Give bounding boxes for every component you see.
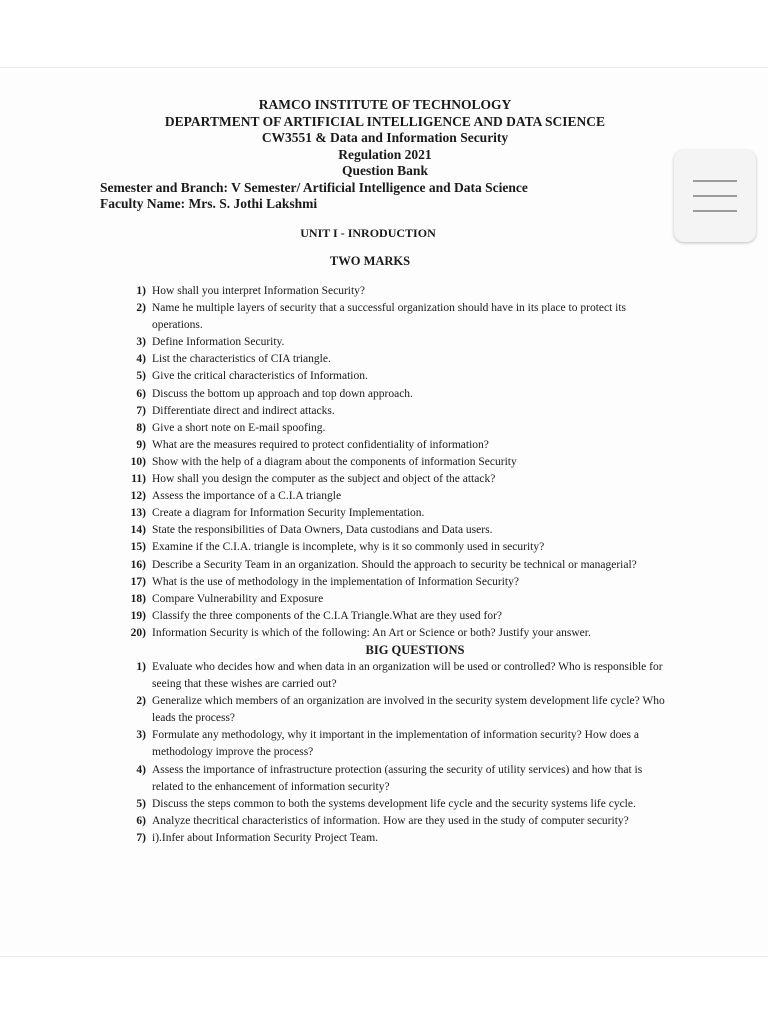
question-number: 5) bbox=[136, 797, 146, 810]
question-number: 1) bbox=[136, 660, 146, 673]
question-item bbox=[120, 625, 670, 642]
question-number: 9) bbox=[136, 438, 146, 451]
question-number: 15) bbox=[130, 541, 146, 554]
course-title: CW3551 & Data and Information Security bbox=[261, 130, 509, 145]
question-item bbox=[120, 659, 670, 693]
question-item bbox=[120, 608, 670, 625]
question-item bbox=[120, 368, 670, 385]
question-item bbox=[120, 488, 670, 505]
question-number: 20) bbox=[130, 626, 146, 639]
question-item bbox=[120, 591, 670, 608]
question-item bbox=[120, 762, 670, 796]
question-number: 3) bbox=[136, 729, 146, 742]
question-number: 2) bbox=[136, 695, 146, 708]
question-item bbox=[120, 522, 670, 539]
question-text: Compare Vulnerability and Exposure bbox=[152, 592, 324, 605]
question-text: What is the use of methodology in the implementation of Information Security? bbox=[152, 575, 519, 588]
question-number: 13) bbox=[130, 507, 146, 520]
question-item bbox=[120, 300, 670, 334]
question-number: 18) bbox=[130, 592, 146, 605]
question-text: Define Information Security. bbox=[152, 336, 285, 349]
question-number: 4) bbox=[136, 353, 146, 366]
two-marks-list bbox=[120, 283, 670, 642]
question-item bbox=[120, 505, 670, 522]
question-text: Name he multiple layers of security that a successful organization should have in its place to protect its operations. bbox=[152, 302, 627, 332]
question-text: Discuss the bottom up approach and top down approach. bbox=[152, 387, 413, 400]
question-number: 10) bbox=[130, 455, 146, 468]
question-number: 1) bbox=[136, 285, 146, 297]
question-text: Assess the importance of infrastructure protection (assuring the security of utility services) and how that is related to the enhancement of information security? bbox=[152, 763, 643, 793]
question-item bbox=[120, 386, 670, 403]
big-questions-list bbox=[120, 659, 670, 847]
question-item bbox=[120, 727, 670, 761]
question-text: Give a short note on E-mail spoofing. bbox=[152, 421, 326, 434]
question-text: Information Security is which of the following: An Art or Science or both? Justify your answer. bbox=[152, 626, 591, 639]
question-item bbox=[120, 334, 670, 351]
question-number: 12) bbox=[130, 490, 146, 503]
big-questions-title: BIG QUESTIONS bbox=[365, 642, 465, 657]
question-item bbox=[120, 796, 670, 813]
question-number: 7) bbox=[136, 404, 146, 417]
question-text: How shall you interpret Information Security? bbox=[152, 285, 366, 297]
question-text: Assess the importance of a C.I.A triangle bbox=[152, 490, 342, 503]
question-number: 4) bbox=[136, 763, 146, 776]
question-number: 6) bbox=[136, 814, 146, 827]
question-item bbox=[120, 539, 670, 556]
question-text: What are the measures required to protect confidentiality of information? bbox=[152, 438, 489, 451]
question-item bbox=[120, 437, 670, 454]
question-text: Generalize which members of an organization are involved in the security system development life cycle? Who leads the process? bbox=[152, 695, 665, 725]
question-text: Formulate any methodology, why it important in the implementation of information security? How does a methodology improve the process? bbox=[152, 729, 639, 759]
question-item bbox=[120, 420, 670, 437]
faculty-name: Faculty Name: Mrs. S. Jothi Lakshmi bbox=[100, 196, 318, 211]
regulation: Regulation 2021 bbox=[338, 146, 432, 162]
question-text: Create a diagram for Information Security Implementation. bbox=[152, 507, 425, 520]
question-number: 8) bbox=[136, 421, 146, 434]
question-text: State the responsibilities of Data Owners, Data custodians and Data users. bbox=[152, 524, 493, 537]
question-text: Classify the three components of the C.I.A Triangle.What are they used for? bbox=[152, 609, 503, 622]
question-item bbox=[120, 557, 670, 574]
question-number: 14) bbox=[130, 524, 146, 537]
menu-icon-line bbox=[693, 210, 737, 212]
question-number: 3) bbox=[136, 336, 146, 349]
question-text: Give the critical characteristics of Information. bbox=[152, 370, 368, 383]
semester-branch: Semester and Branch: V Semester/ Artificial Intelligence and Data Science bbox=[100, 179, 528, 195]
question-text: Examine if the C.I.A. triangle is incomplete, why is it so commonly used in security? bbox=[152, 541, 545, 554]
question-item bbox=[120, 813, 670, 830]
question-number: 5) bbox=[136, 370, 146, 383]
question-text: List the characteristics of CIA triangle. bbox=[152, 353, 331, 366]
document-header bbox=[100, 97, 670, 213]
unit-title: UNIT I - INRODUCTION bbox=[300, 226, 436, 240]
question-text: Describe a Security Team in an organization. Should the approach to security be technical or managerial? bbox=[152, 558, 637, 571]
question-text: Differentiate direct and indirect attacks. bbox=[152, 404, 335, 417]
question-item bbox=[120, 351, 670, 368]
menu-icon-line bbox=[693, 195, 737, 197]
question-number: 2) bbox=[136, 302, 146, 315]
document-type: Question Bank bbox=[342, 163, 428, 178]
question-item bbox=[120, 693, 670, 727]
question-list bbox=[120, 283, 670, 847]
institute-name: RAMCO INSTITUTE OF TECHNOLOGY bbox=[258, 97, 512, 112]
question-text: Analyze thecritical characteristics of information. How are they used in the study of computer security? bbox=[152, 814, 629, 827]
question-text: Show with the help of a diagram about the components of information Security bbox=[152, 455, 517, 468]
menu-icon-line bbox=[693, 180, 737, 182]
question-item bbox=[120, 283, 670, 300]
two-marks-title: TWO MARKS bbox=[329, 254, 411, 268]
department-name: DEPARTMENT OF ARTIFICIAL INTELLIGENCE AND DATA SCIENCE bbox=[164, 113, 606, 129]
question-text: Evaluate who decides how and when data in an organization will be used or controlled? Who is responsible for seeing that these wishes are carried out? bbox=[152, 660, 663, 691]
question-number: 19) bbox=[130, 609, 146, 622]
question-number: 7) bbox=[136, 831, 146, 844]
question-text: Discuss the steps common to both the systems development life cycle and the security systems life cycle. bbox=[152, 797, 636, 810]
question-number: 6) bbox=[136, 387, 146, 400]
question-text: i).Infer about Information Security Project Team. bbox=[152, 831, 379, 844]
menu-button[interactable] bbox=[674, 150, 756, 242]
question-item bbox=[120, 403, 670, 420]
question-item bbox=[120, 574, 670, 591]
question-number: 16) bbox=[130, 558, 146, 571]
question-text: How shall you design the computer as the subject and object of the attack? bbox=[152, 473, 496, 486]
question-item bbox=[120, 454, 670, 471]
question-item bbox=[120, 471, 670, 488]
question-number: 17) bbox=[130, 575, 146, 588]
question-number: 11) bbox=[131, 473, 146, 486]
question-item bbox=[120, 830, 670, 847]
